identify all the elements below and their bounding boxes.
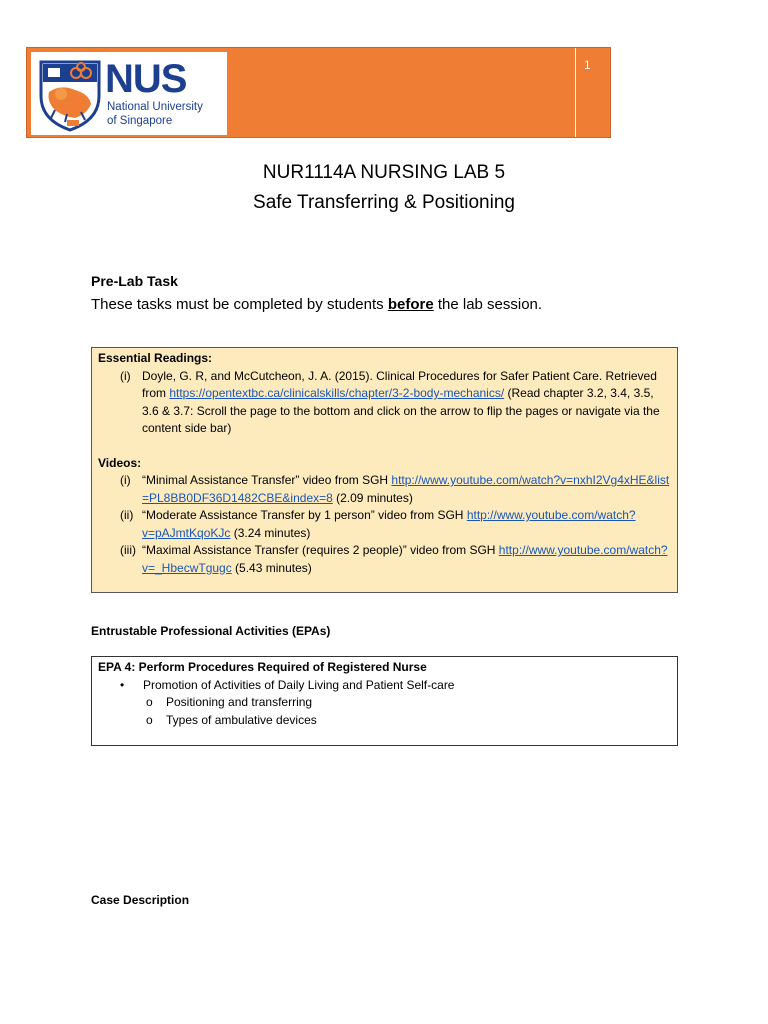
- readings-box: [91, 347, 678, 593]
- epa-box: [91, 656, 678, 746]
- page-number: 1: [584, 58, 591, 72]
- prelab-heading: Pre-Lab Task: [91, 273, 178, 289]
- epa-bullet-item: [98, 677, 673, 695]
- reading-item: [98, 368, 673, 438]
- prelab-text-after: the lab session.: [433, 296, 543, 313]
- reading-link[interactable]: https://opentextbc.ca/clinicalskills/chapter/3-2-body-mechanics/: [169, 386, 505, 400]
- logo-text: NUS: [105, 57, 187, 101]
- reading-citation: Doyle, G. R, and McCutcheon, J. A. (2015). Clinical Procedures for Safer Patient Care. Retrieved from: [142, 368, 657, 400]
- video-title: “Moderate Assistance Transfer by 1 person” video from SGH: [142, 508, 467, 522]
- epa-section-heading: Entrustable Professional Activities (EPAs): [91, 624, 331, 638]
- prelab-emphasis: before: [387, 296, 434, 313]
- video-duration: (5.43 minutes): [231, 560, 312, 575]
- video-item: [98, 472, 673, 507]
- epa-title: EPA 4: Perform Procedures Required of Registered Nurse: [98, 660, 427, 674]
- epa-sub-text: Positioning and transferring: [166, 695, 313, 709]
- case-description-heading: Case Description: [91, 893, 190, 907]
- header-band: [26, 47, 611, 138]
- video-duration: (2.09 minutes): [332, 490, 413, 505]
- video-item: [98, 542, 673, 577]
- video-number: (i): [120, 473, 131, 487]
- nus-logo: [31, 52, 227, 135]
- video-number: (ii): [120, 508, 134, 522]
- epa-sub-text: Types of ambulative devices: [166, 712, 317, 727]
- epa-bullet-text: Promotion of Activities of Daily Living and Patient Self-care: [143, 677, 455, 692]
- essential-readings-heading: Essential Readings:: [98, 351, 213, 365]
- circle-bullet-icon: o: [146, 712, 153, 727]
- epa-sub-item: [98, 694, 673, 712]
- epa-sub-item: [98, 712, 673, 730]
- prelab-text-before: These tasks must be completed by students: [91, 296, 388, 313]
- video-title: “Maximal Assistance Transfer (requires 2 people)” video from SGH: [142, 543, 499, 557]
- video-title: “Minimal Assistance Transfer” video from SGH: [142, 473, 392, 487]
- university-name-line2: of Singapore: [107, 115, 173, 127]
- video-item: [98, 507, 673, 542]
- videos-heading: Videos:: [98, 455, 142, 470]
- university-name-line1: National University: [107, 101, 203, 113]
- video-link[interactable]: http://www.youtube.com/watch?v=nxhI2Vg4xHE&list=PL8BB0DF36D1482CBE&index=8: [142, 473, 670, 505]
- reading-instructions: (Read chapter 3.2, 3.4, 3.5, 3.6 & 3.7: Scroll the page to the bottom and click on the arrow to flip the pages or navigate via the content side bar): [142, 386, 660, 435]
- page-number-cell: [575, 48, 610, 137]
- circle-bullet-icon: o: [146, 695, 153, 709]
- reading-number: (i): [120, 368, 131, 383]
- document-subtitle: Safe Transferring & Positioning: [253, 192, 515, 213]
- video-duration: (3.24 minutes): [230, 525, 311, 540]
- document-title: NUR1114A NURSING LAB 5: [262, 162, 506, 183]
- video-link[interactable]: http://www.youtube.com/watch?v=_HbecwTgugc: [142, 543, 668, 575]
- video-number: (iii): [120, 543, 136, 557]
- prelab-instruction: [91, 296, 542, 313]
- bullet-icon: •: [120, 677, 125, 692]
- video-link[interactable]: http://www.youtube.com/watch?v=pAJmtKqoKJc: [142, 508, 636, 540]
